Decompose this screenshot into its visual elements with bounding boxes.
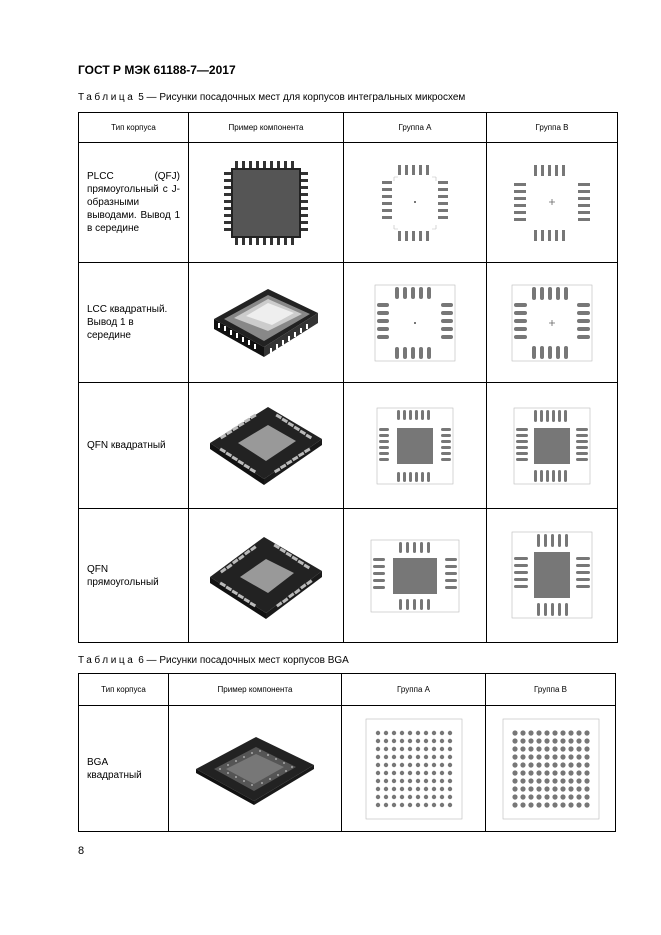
bga-ball [399, 762, 403, 766]
bga-ball [576, 778, 581, 783]
bga-ball [584, 786, 589, 791]
bga-ball [439, 746, 443, 750]
bga-ball [407, 730, 411, 734]
bga-ball [536, 730, 541, 735]
bga-ball [568, 770, 573, 775]
bga-ball [391, 794, 395, 798]
bga-ball [544, 738, 549, 743]
bga-ball [560, 738, 565, 743]
bga-ball [576, 802, 581, 807]
bga-ball [423, 762, 427, 766]
bga-ball [415, 762, 419, 766]
bga-ball [399, 754, 403, 758]
bga-ball [391, 770, 395, 774]
bga-ball [439, 802, 443, 806]
bga-ball [431, 730, 435, 734]
bga-ball [439, 762, 443, 766]
bga-ball [447, 746, 451, 750]
bga-ball [447, 794, 451, 798]
bga-ball [375, 770, 379, 774]
bga-ball [447, 754, 451, 758]
bga-ball [568, 746, 573, 751]
bga-ball [407, 786, 411, 790]
col-header-group-b: Группа В [487, 113, 618, 143]
bga-ball [431, 754, 435, 758]
bga-ball [423, 730, 427, 734]
package-type-label: LCC квадратный. Вывод 1 в середине [79, 263, 189, 383]
bga-ball [375, 738, 379, 742]
bga-ball [391, 802, 395, 806]
bga-ball [407, 778, 411, 782]
bga-ball [407, 762, 411, 766]
bga-ball [520, 778, 525, 783]
bga-ball [383, 778, 387, 782]
bga-ball [391, 746, 395, 750]
bga-ball [560, 786, 565, 791]
bga-ball [431, 794, 435, 798]
bga-ball [439, 770, 443, 774]
bga-ball [528, 794, 533, 799]
component-example-cell [169, 706, 342, 832]
bga-ball [528, 802, 533, 807]
bga-ball [568, 802, 573, 807]
page-number: 8 [78, 845, 85, 857]
bga-ball [415, 786, 419, 790]
bga-ball [544, 778, 549, 783]
bga-ball [512, 762, 517, 767]
bga-ball [552, 802, 557, 807]
bga-footprint-a-image [364, 717, 464, 821]
footprint-group-b-cell [487, 143, 618, 263]
bga-ball [520, 746, 525, 751]
bga-ball [447, 762, 451, 766]
bga-ball [528, 778, 533, 783]
bga-ball [431, 786, 435, 790]
bga-ball [528, 762, 533, 767]
bga-ball [383, 786, 387, 790]
plcc-footprint-b-image [512, 163, 592, 243]
plcc-footprint-a-image [380, 163, 450, 243]
footprint-group-b-cell [487, 383, 618, 509]
table6 [78, 673, 616, 832]
table-row [79, 706, 616, 832]
bga-ball [568, 778, 573, 783]
bga-ball [423, 794, 427, 798]
bga-ball [447, 738, 451, 742]
footprint-group-b-cell [486, 706, 616, 832]
bga-ball [568, 754, 573, 759]
bga-ball [552, 762, 557, 767]
bga-ball [431, 802, 435, 806]
bga-ball [407, 794, 411, 798]
lcc-chip-image [206, 283, 326, 363]
bga-ball [407, 746, 411, 750]
qfn-square-footprint-b-image [510, 404, 594, 488]
bga-ball [415, 778, 419, 782]
bga-ball [584, 762, 589, 767]
table-row [79, 263, 618, 383]
bga-ball [520, 730, 525, 735]
bga-ball [399, 738, 403, 742]
bga-ball [544, 730, 549, 735]
bga-ball [439, 754, 443, 758]
bga-ball [512, 794, 517, 799]
bga-ball [528, 786, 533, 791]
package-type-label: QFN квадратный [79, 383, 189, 509]
bga-ball [568, 786, 573, 791]
bga-ball [415, 738, 419, 742]
bga-ball [520, 738, 525, 743]
package-type-label: QFN прямоугольный [79, 509, 189, 643]
bga-ball [407, 738, 411, 742]
col-header-example: Пример компонента [189, 113, 344, 143]
footprint-group-a-cell [344, 509, 487, 643]
bga-ball [423, 802, 427, 806]
bga-ball [584, 770, 589, 775]
footprint-group-a-cell [344, 143, 487, 263]
bga-ball [391, 786, 395, 790]
bga-ball [439, 786, 443, 790]
bga-ball [528, 770, 533, 775]
footprint-group-a-cell [344, 263, 487, 383]
footprint-group-b-cell [487, 509, 618, 643]
bga-ball [383, 754, 387, 758]
bga-ball [512, 754, 517, 759]
table-row [79, 143, 618, 263]
package-type-label: PLCC (QFJ) прямоугольный с J-образными выводами. Вывод 1 в середине [79, 143, 189, 263]
table-row [79, 383, 618, 509]
bga-ball [431, 770, 435, 774]
col-header-group-b: Группа В [486, 674, 616, 706]
bga-ball [447, 730, 451, 734]
col-header-type: Тип корпуса [79, 113, 189, 143]
col-header-group-a: Группа А [342, 674, 486, 706]
bga-ball [544, 786, 549, 791]
footprint-group-a-cell [342, 706, 486, 832]
bga-ball [415, 802, 419, 806]
bga-ball [431, 746, 435, 750]
bga-ball [415, 746, 419, 750]
footprint-group-a-cell [344, 383, 487, 509]
bga-ball [576, 738, 581, 743]
bga-ball [544, 746, 549, 751]
bga-ball [528, 754, 533, 759]
bga-ball [399, 778, 403, 782]
bga-ball [544, 770, 549, 775]
bga-ball [415, 770, 419, 774]
bga-ball [576, 754, 581, 759]
col-header-type: Тип корпуса [79, 674, 169, 706]
qfn-square-footprint-a-image [373, 404, 457, 488]
bga-ball [399, 770, 403, 774]
bga-ball [560, 730, 565, 735]
bga-ball [544, 754, 549, 759]
bga-ball [560, 746, 565, 751]
bga-ball [512, 802, 517, 807]
bga-ball [552, 778, 557, 783]
bga-ball [391, 762, 395, 766]
bga-ball [576, 746, 581, 751]
bga-ball [584, 730, 589, 735]
bga-ball [552, 738, 557, 743]
bga-ball [439, 794, 443, 798]
bga-ball [391, 778, 395, 782]
qfn-rect-footprint-b-image [510, 530, 594, 622]
bga-ball [447, 802, 451, 806]
component-example-cell [189, 383, 344, 509]
bga-ball [552, 770, 557, 775]
col-header-group-a: Группа А [344, 113, 487, 143]
bga-ball [568, 762, 573, 767]
bga-ball [576, 794, 581, 799]
bga-ball [399, 746, 403, 750]
bga-ball [584, 738, 589, 743]
bga-ball [423, 786, 427, 790]
qfn-rect-footprint-a-image [369, 536, 461, 616]
bga-ball [391, 754, 395, 758]
bga-ball [407, 770, 411, 774]
bga-ball [399, 794, 403, 798]
bga-ball [375, 762, 379, 766]
bga-ball [383, 770, 387, 774]
bga-ball [576, 762, 581, 767]
bga-ball [399, 730, 403, 734]
bga-ball [391, 730, 395, 734]
bga-footprint-b-image [501, 717, 601, 821]
table6-caption [78, 655, 349, 666]
bga-ball [584, 778, 589, 783]
table5-caption-prefix: Таблица [78, 92, 136, 103]
bga-ball [415, 730, 419, 734]
bga-ball [552, 730, 557, 735]
bga-ball [536, 762, 541, 767]
bga-ball [576, 786, 581, 791]
bga-ball [447, 770, 451, 774]
bga-ball [415, 754, 419, 758]
bga-ball [375, 794, 379, 798]
qfn-rect-chip-image [206, 531, 326, 621]
bga-ball [528, 746, 533, 751]
bga-ball [520, 754, 525, 759]
bga-ball [536, 786, 541, 791]
bga-ball [512, 730, 517, 735]
bga-ball [560, 762, 565, 767]
bga-ball [431, 738, 435, 742]
bga-ball [552, 794, 557, 799]
bga-ball [423, 770, 427, 774]
bga-ball [447, 778, 451, 782]
bga-ball [407, 802, 411, 806]
bga-ball [520, 794, 525, 799]
bga-ball [568, 730, 573, 735]
bga-ball [560, 794, 565, 799]
qfn-square-chip-image [206, 401, 326, 491]
bga-ball [383, 730, 387, 734]
bga-ball [512, 746, 517, 751]
bga-ball [536, 746, 541, 751]
table5-caption-text: 5 — Рисунки посадочных мест для корпусов интегральных микросхем [135, 92, 466, 103]
bga-ball [431, 762, 435, 766]
bga-ball [568, 738, 573, 743]
bga-ball [439, 738, 443, 742]
bga-ball [536, 738, 541, 743]
bga-ball [447, 786, 451, 790]
bga-ball [536, 794, 541, 799]
bga-ball [399, 786, 403, 790]
bga-ball [520, 770, 525, 775]
bga-ball [552, 786, 557, 791]
bga-chip-image [190, 729, 320, 809]
plcc-chip-image [221, 158, 311, 248]
lcc-footprint-a-image [373, 283, 457, 363]
bga-ball [528, 738, 533, 743]
table-row [79, 509, 618, 643]
bga-ball [560, 770, 565, 775]
bga-ball [552, 746, 557, 751]
bga-ball [544, 794, 549, 799]
bga-ball [544, 802, 549, 807]
table5 [78, 112, 618, 643]
package-type-label: BGA квадратный [79, 706, 169, 832]
bga-ball [520, 762, 525, 767]
bga-ball [584, 746, 589, 751]
bga-ball [439, 778, 443, 782]
bga-ball [584, 794, 589, 799]
footprint-group-b-cell [487, 263, 618, 383]
component-example-cell [189, 509, 344, 643]
bga-ball [415, 794, 419, 798]
bga-ball [423, 746, 427, 750]
bga-ball [383, 738, 387, 742]
bga-ball [552, 754, 557, 759]
bga-ball [568, 794, 573, 799]
bga-ball [439, 730, 443, 734]
bga-ball [383, 746, 387, 750]
bga-ball [520, 786, 525, 791]
bga-ball [431, 778, 435, 782]
bga-ball [375, 754, 379, 758]
bga-ball [544, 762, 549, 767]
lcc-footprint-b-image [510, 283, 594, 363]
bga-ball [560, 754, 565, 759]
bga-ball [383, 762, 387, 766]
bga-ball [512, 738, 517, 743]
bga-ball [423, 738, 427, 742]
bga-ball [536, 770, 541, 775]
bga-ball [528, 730, 533, 735]
table6-caption-text: 6 — Рисунки посадочных мест корпусов BGA [135, 655, 349, 666]
bga-ball [407, 754, 411, 758]
component-example-cell [189, 143, 344, 263]
document-header: ГОСТ Р МЭК 61188-7—2017 [78, 63, 236, 77]
bga-ball [536, 778, 541, 783]
bga-ball [560, 778, 565, 783]
bga-ball [512, 786, 517, 791]
bga-ball [375, 730, 379, 734]
bga-ball [520, 802, 525, 807]
bga-ball [576, 730, 581, 735]
bga-ball [536, 802, 541, 807]
bga-ball [423, 778, 427, 782]
bga-ball [512, 778, 517, 783]
component-example-cell [189, 263, 344, 383]
bga-ball [584, 802, 589, 807]
bga-ball [375, 786, 379, 790]
table5-caption [78, 92, 465, 103]
bga-ball [576, 770, 581, 775]
bga-ball [391, 738, 395, 742]
bga-ball [512, 770, 517, 775]
bga-ball [375, 802, 379, 806]
bga-ball [584, 754, 589, 759]
bga-ball [399, 802, 403, 806]
bga-ball [383, 802, 387, 806]
table6-caption-prefix: Таблица [78, 655, 136, 666]
bga-ball [375, 778, 379, 782]
bga-ball [536, 754, 541, 759]
col-header-example: Пример компонента [169, 674, 342, 706]
bga-ball [383, 794, 387, 798]
bga-ball [423, 754, 427, 758]
bga-ball [375, 746, 379, 750]
bga-ball [560, 802, 565, 807]
